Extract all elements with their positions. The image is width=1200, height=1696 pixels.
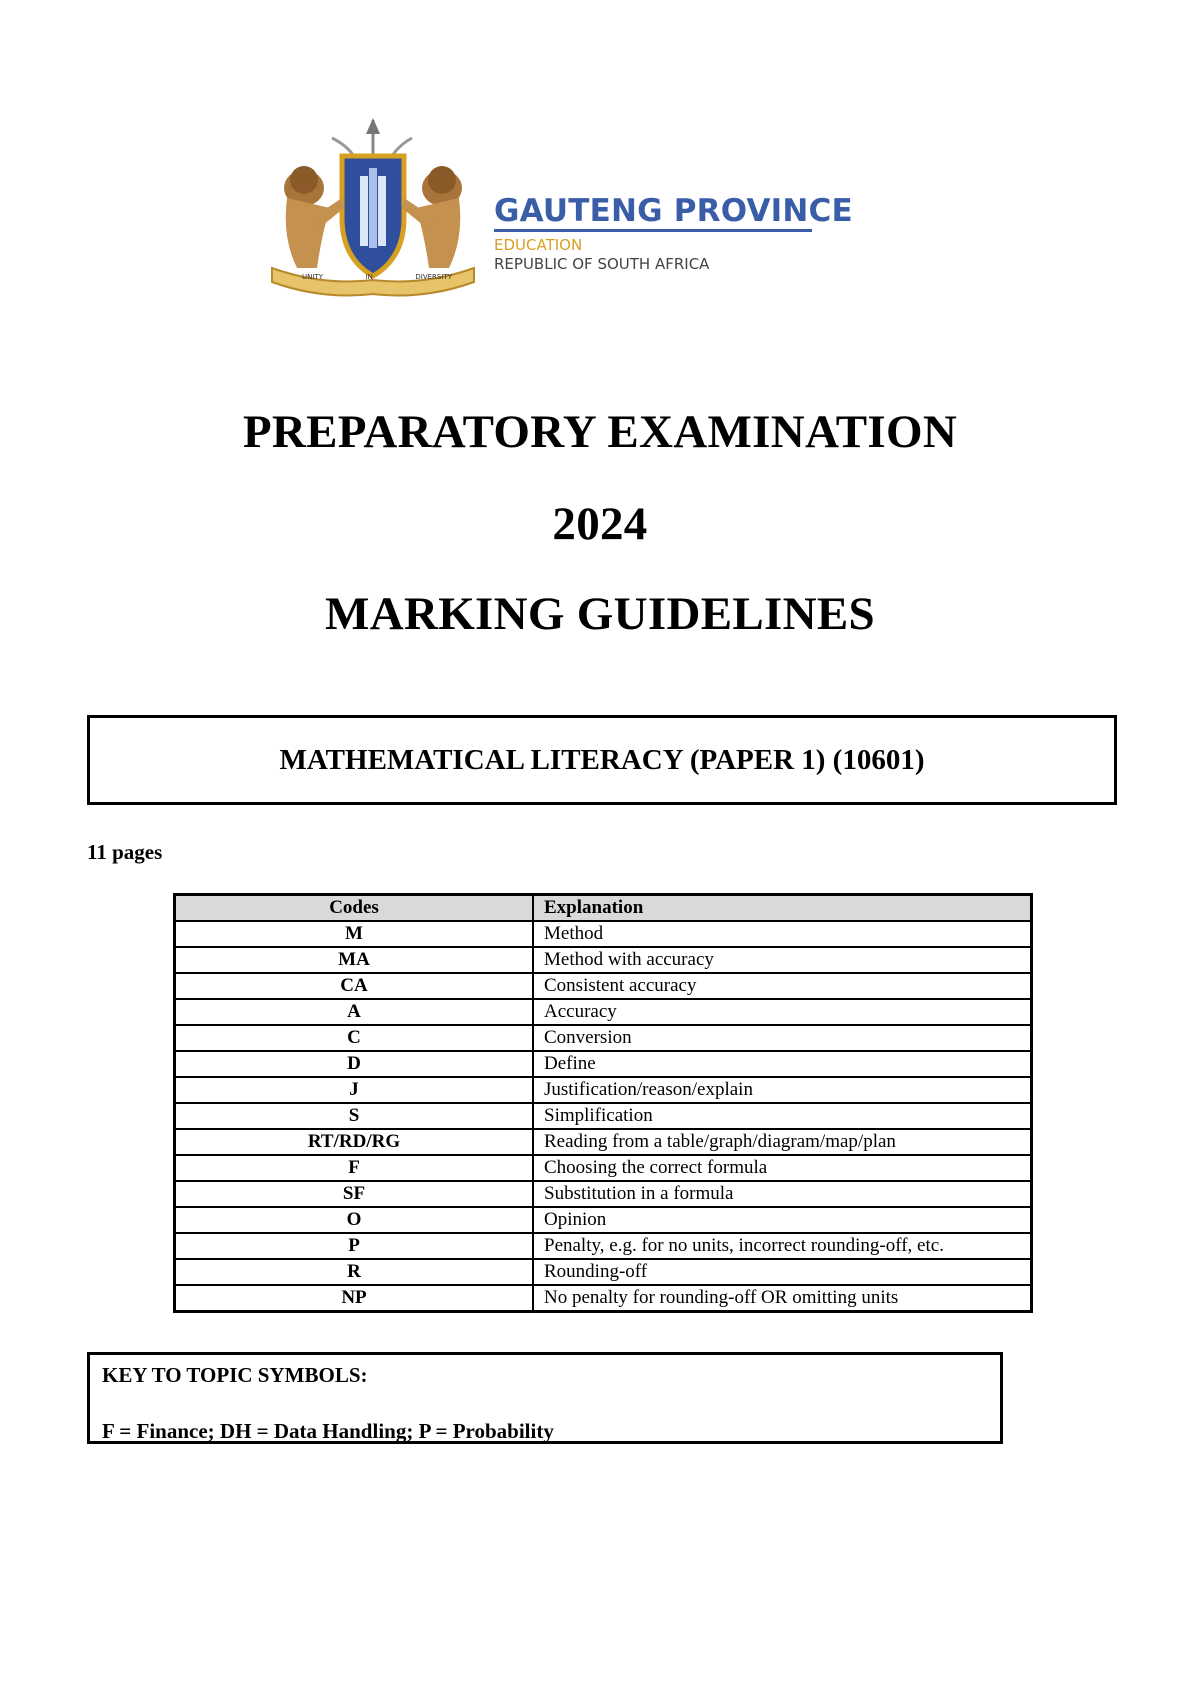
explanation-cell: Define bbox=[533, 1051, 1032, 1077]
gauteng-logo bbox=[262, 118, 862, 298]
logo-department: EDUCATION bbox=[494, 236, 583, 254]
explanation-cell: Penalty, e.g. for no units, incorrect rounding-off, etc. bbox=[533, 1233, 1032, 1259]
code-cell: P bbox=[175, 1233, 534, 1259]
code-cell: RT/RD/RG bbox=[175, 1129, 534, 1155]
explanation-cell: Justification/reason/explain bbox=[533, 1077, 1032, 1103]
table-row bbox=[175, 973, 1032, 999]
table-row bbox=[175, 947, 1032, 973]
page-count: 11 pages bbox=[87, 840, 163, 864]
explanation-cell: Method with accuracy bbox=[533, 947, 1032, 973]
motto-in: IN bbox=[365, 273, 373, 281]
explanation-cell: Choosing the correct formula bbox=[533, 1155, 1032, 1181]
explanation-cell: Accuracy bbox=[533, 999, 1032, 1025]
exam-title: PREPARATORY EXAMINATION bbox=[242, 406, 958, 458]
motto-diversity: DIVERSITY bbox=[415, 273, 452, 281]
table-row bbox=[175, 1285, 1032, 1312]
codes-table bbox=[173, 893, 1033, 1313]
logo-province: GAUTENG PROVINCE bbox=[494, 193, 853, 229]
explanation-cell: Consistent accuracy bbox=[533, 973, 1032, 999]
subject-box bbox=[87, 715, 1117, 805]
topic-key-box bbox=[87, 1352, 1003, 1444]
code-cell: NP bbox=[175, 1285, 534, 1312]
table-row bbox=[175, 1155, 1032, 1181]
explanation-cell: Opinion bbox=[533, 1207, 1032, 1233]
codes-table-header bbox=[175, 895, 1032, 922]
topic-key-heading: KEY TO TOPIC SYMBOLS: bbox=[102, 1363, 368, 1387]
explanation-cell: Simplification bbox=[533, 1103, 1032, 1129]
table-row bbox=[175, 1233, 1032, 1259]
header-codes: Codes bbox=[175, 895, 534, 922]
table-row bbox=[175, 1259, 1032, 1285]
explanation-cell: Reading from a table/graph/diagram/map/plan bbox=[533, 1129, 1032, 1155]
code-cell: MA bbox=[175, 947, 534, 973]
table-row bbox=[175, 1103, 1032, 1129]
code-cell: SF bbox=[175, 1181, 534, 1207]
code-cell: S bbox=[175, 1103, 534, 1129]
header-explanation: Explanation bbox=[533, 895, 1032, 922]
table-row bbox=[175, 1181, 1032, 1207]
explanation-cell: Substitution in a formula bbox=[533, 1181, 1032, 1207]
coat-of-arms-icon bbox=[262, 118, 482, 298]
code-cell: CA bbox=[175, 973, 534, 999]
logo-underline bbox=[494, 229, 812, 232]
table-row bbox=[175, 1025, 1032, 1051]
code-cell: J bbox=[175, 1077, 534, 1103]
explanation-cell: Conversion bbox=[533, 1025, 1032, 1051]
explanation-cell: Method bbox=[533, 921, 1032, 947]
motto-unity: UNITY bbox=[302, 273, 323, 281]
explanation-cell: Rounding-off bbox=[533, 1259, 1032, 1285]
table-row bbox=[175, 1077, 1032, 1103]
guidelines-title: MARKING GUIDELINES bbox=[325, 588, 875, 640]
logo-text bbox=[494, 194, 853, 274]
table-row bbox=[175, 1129, 1032, 1155]
code-cell: C bbox=[175, 1025, 534, 1051]
code-cell: F bbox=[175, 1155, 534, 1181]
code-cell: D bbox=[175, 1051, 534, 1077]
explanation-cell: No penalty for rounding-off OR omitting units bbox=[533, 1285, 1032, 1312]
code-cell: M bbox=[175, 921, 534, 947]
table-row bbox=[175, 1051, 1032, 1077]
code-cell: O bbox=[175, 1207, 534, 1233]
table-row bbox=[175, 921, 1032, 947]
logo-country: REPUBLIC OF SOUTH AFRICA bbox=[494, 255, 710, 273]
topic-key-text: F = Finance; DH = Data Handling; P = Probability bbox=[102, 1419, 554, 1443]
code-cell: A bbox=[175, 999, 534, 1025]
code-cell: R bbox=[175, 1259, 534, 1285]
table-row bbox=[175, 1207, 1032, 1233]
table-row bbox=[175, 999, 1032, 1025]
subject-title: MATHEMATICAL LITERACY (PAPER 1) (10601) bbox=[279, 743, 925, 776]
exam-year: 2024 bbox=[552, 498, 648, 550]
